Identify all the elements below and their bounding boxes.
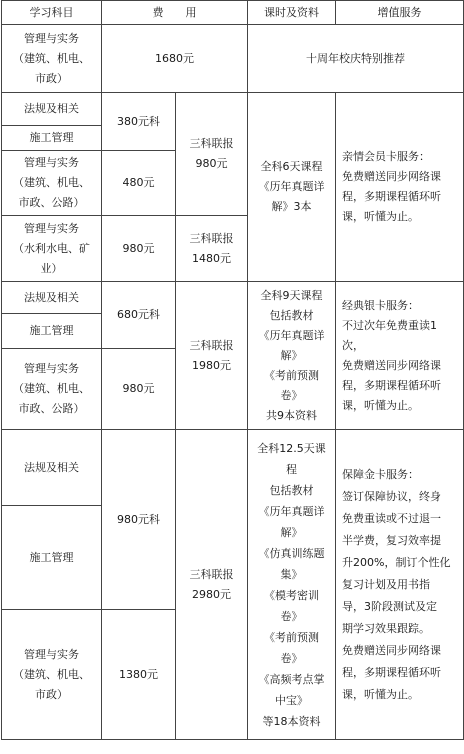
- subject-line: 市政、公路）: [18, 196, 85, 209]
- combo-fee-cell: [176, 93, 248, 216]
- subject-line: （建筑、机电、: [13, 382, 90, 395]
- service-line: 程，多期课程循环听: [342, 665, 441, 679]
- combo-line: 三科联报: [189, 231, 234, 245]
- header-fee: 费 用: [102, 1, 248, 25]
- combo-fee-cell: [176, 430, 248, 740]
- service-line: 免费赠送同步网络课: [342, 170, 441, 183]
- service-line: 程，多期课程循环听: [342, 378, 441, 392]
- hours-line: 卷》: [280, 388, 303, 402]
- subject-line: 市政、公路）: [18, 402, 85, 415]
- subject-cell: 法规及相关: [2, 282, 102, 314]
- service-line: 签订保障协议，终身: [342, 489, 441, 503]
- service-line: 升200%，制订个性化: [342, 555, 451, 569]
- service-line: 免费赠送同步网络课: [342, 358, 441, 372]
- hours-line: 《历年真题详: [258, 180, 325, 193]
- combo-line: 三科联报: [189, 137, 234, 150]
- service-line: 免费赠送同步网络课: [342, 643, 441, 657]
- service-cell: [336, 282, 464, 430]
- hours-line: 《考前预测: [264, 368, 319, 382]
- hours-line: 《历年真题详: [258, 504, 325, 518]
- service-line: 保障金卡服务：: [342, 467, 419, 481]
- subject-cell: 施工管理: [2, 314, 102, 349]
- combo-line: 三科联报: [189, 567, 234, 581]
- service-line: 免费重读或不过退一: [342, 511, 441, 525]
- combo-fee-cell: [176, 216, 248, 282]
- service-line: 课，听懂为止。: [342, 398, 419, 412]
- subject-cell: 法规及相关: [2, 430, 102, 506]
- combo-fee-cell: [176, 282, 248, 430]
- subject-cell: 施工管理: [2, 506, 102, 610]
- subject-line: 管理与实务: [24, 362, 79, 375]
- service-line: 期学习效果跟踪。: [342, 621, 430, 635]
- combo-line: 1980元: [192, 358, 231, 372]
- header-hours: 课时及资料: [248, 1, 336, 25]
- header-subject: 学习科目: [2, 1, 102, 25]
- hours-line: 集》: [280, 567, 303, 581]
- hours-line: 包括教材: [269, 483, 314, 497]
- fee-cell: 680元科: [102, 282, 176, 349]
- hours-line: 解》: [280, 348, 303, 362]
- subject-cell: [2, 349, 102, 430]
- recommend-cell: 十周年校庆特别推荐: [248, 25, 464, 93]
- combo-line: 980元: [195, 157, 228, 170]
- hours-line: 卷》: [280, 609, 303, 623]
- service-cell: [336, 430, 464, 740]
- service-cell: [336, 93, 464, 282]
- hours-line: 全科9天课程: [260, 288, 323, 302]
- subject-line: 市政）: [35, 71, 68, 85]
- hours-line: 程: [286, 462, 297, 476]
- subject-cell: [2, 216, 102, 282]
- service-line: 导，3阶段测试及定: [342, 599, 437, 613]
- hours-line: 全科6天课程: [260, 160, 323, 173]
- hours-line: 《仿真训练题: [258, 546, 325, 560]
- combo-line: 三科联报: [189, 338, 234, 352]
- service-line: 课，听懂为止。: [342, 210, 419, 223]
- subject-cell: 施工管理: [2, 126, 102, 151]
- subject-cell: [2, 151, 102, 216]
- subject-line: （建筑、机电、: [13, 667, 90, 681]
- hours-line: 《历年真题详: [258, 328, 325, 342]
- subject-line: 市政）: [35, 687, 68, 701]
- fee-cell: 480元: [102, 151, 176, 216]
- hours-line: 解》: [280, 525, 303, 539]
- hours-line: 全科12.5天课: [257, 441, 326, 455]
- hours-line: 解》3本: [271, 200, 312, 213]
- subject-line: 业）: [40, 261, 63, 275]
- service-line: 课，听懂为止。: [342, 687, 419, 701]
- hours-line: 卷》: [280, 651, 303, 665]
- fee-cell: 980元: [102, 349, 176, 430]
- fee-cell: 980元: [102, 216, 176, 282]
- subject-line: 管理与实务: [24, 156, 79, 169]
- hours-line: 等18本资料: [262, 714, 321, 728]
- combo-line: 2980元: [192, 587, 231, 601]
- service-line: 次，: [342, 338, 364, 352]
- subject-cell: [2, 25, 102, 93]
- service-line: 亲情会员卡服务：: [342, 150, 430, 163]
- course-fee-table: [1, 0, 464, 740]
- hours-cell: [248, 93, 336, 282]
- subject-line: 管理与实务: [24, 221, 79, 235]
- fee-cell: 380元科: [102, 93, 176, 151]
- hours-line: 中宝》: [275, 693, 308, 707]
- subject-cell: [2, 610, 102, 740]
- subject-line: （建筑、机电、: [13, 176, 90, 189]
- combo-line: 1480元: [192, 251, 231, 265]
- service-line: 程，多期课程循环听: [342, 190, 441, 203]
- hours-cell: [248, 282, 336, 430]
- subject-line: （建筑、机电、: [13, 51, 90, 65]
- hours-line: 《模考密训: [264, 588, 319, 602]
- fee-cell: 1380元: [102, 610, 176, 740]
- subject-line: 管理与实务: [24, 647, 79, 661]
- header-service: 增值服务: [336, 1, 464, 25]
- fee-cell: 1680元: [102, 25, 248, 93]
- service-line: 经典银卡服务：: [342, 298, 419, 312]
- service-line: 不过次年免费重读1: [342, 318, 437, 332]
- subject-line: （水利水电、矿: [13, 241, 90, 255]
- hours-line: 共9本资料: [266, 408, 317, 422]
- hours-line: 《高频考点掌: [258, 672, 325, 686]
- subject-cell: 法规及相关: [2, 93, 102, 126]
- subject-line: 管理与实务: [24, 31, 79, 45]
- hours-cell: [248, 430, 336, 740]
- service-line: 复习计划及用书指: [342, 577, 430, 591]
- hours-line: 《考前预测: [264, 630, 319, 644]
- service-line: 半学费，复习效率提: [342, 533, 441, 547]
- hours-line: 包括教材: [269, 308, 314, 322]
- fee-cell: 980元科: [102, 430, 176, 610]
